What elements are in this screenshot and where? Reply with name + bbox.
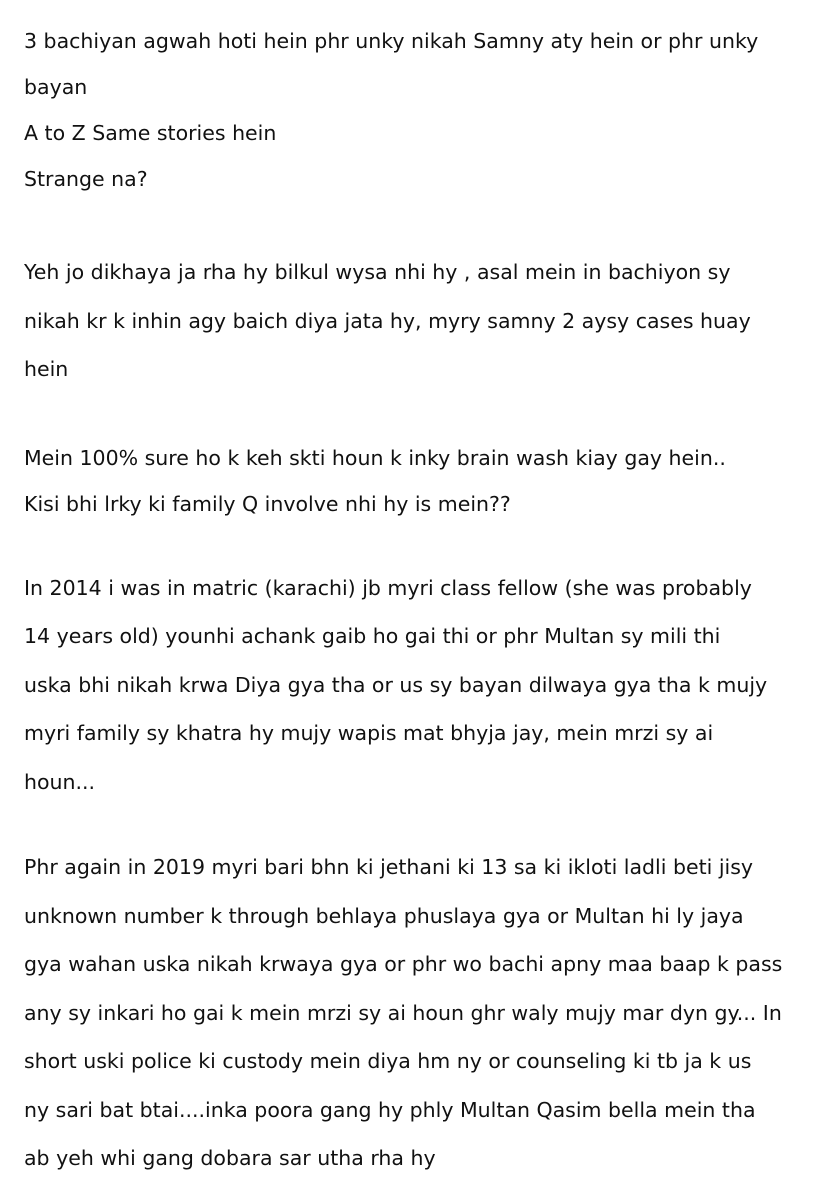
- text-line: Yeh jo dikhaya ja rha hy bilkul wysa nhi hy , asal mein in bachiyon sy: [24, 260, 731, 284]
- text-line: hein: [24, 357, 69, 381]
- text-line: 14 years old) younhi achank gaib ho gai thi or phr Multan sy mili thi: [24, 624, 721, 648]
- text-line: Kisi bhi lrky ki family Q involve nhi hy is mein??: [24, 491, 511, 516]
- text-line: Mein 100% sure ho k keh skti houn k inky brain wash kiay gay hein..: [24, 445, 726, 470]
- text-line: any sy inkari ho gai k mein mrzi sy ai houn ghr waly mujy mar dyn gy... In: [24, 1000, 782, 1025]
- paragraph: [24, 18, 814, 202]
- text-line: unknown number k through behlaya phuslaya gya or Multan hi ly jaya: [24, 903, 744, 928]
- paragraph: [24, 248, 814, 394]
- text-line: bayan: [24, 75, 88, 99]
- text-line: A to Z Same stories hein: [24, 121, 277, 145]
- text-line: nikah kr k inhin agy baich diya jata hy, myry samny 2 aysy cases huay: [24, 308, 751, 333]
- text-line: Phr again in 2019 myri bari bhn ki jethani ki 13 sa ki ikloti ladli beti jisy: [24, 855, 754, 879]
- paragraph: [24, 843, 814, 1183]
- text-line: myri family sy khatra hy mujy wapis mat bhyja jay, mein mrzi sy ai: [24, 721, 714, 745]
- paragraph: [24, 564, 814, 807]
- text-line: Strange na?: [24, 167, 148, 191]
- text-line: In 2014 i was in matric (karachi) jb myri class fellow (she was probably: [24, 575, 752, 600]
- text-line: short uski police ki custody mein diya hm ny or counseling ki tb ja k us: [24, 1049, 752, 1073]
- paragraph: [24, 435, 814, 527]
- document-body: [24, 18, 814, 1183]
- text-line: uska bhi nikah krwa Diya gya tha or us sy bayan dilwaya gya tha k mujy: [24, 672, 768, 697]
- text-line: 3 bachiyan agwah hoti hein phr unky nikah Samny aty hein or phr unky: [24, 29, 759, 53]
- text-line: houn...: [24, 769, 96, 794]
- text-line: gya wahan uska nikah krwaya gya or phr wo bachi apny maa baap k pass: [24, 952, 783, 976]
- text-line: ab yeh whi gang dobara sar utha rha hy: [24, 1146, 436, 1170]
- text-line: ny sari bat btai....inka poora gang hy phly Multan Qasim bella mein tha: [24, 1097, 756, 1122]
